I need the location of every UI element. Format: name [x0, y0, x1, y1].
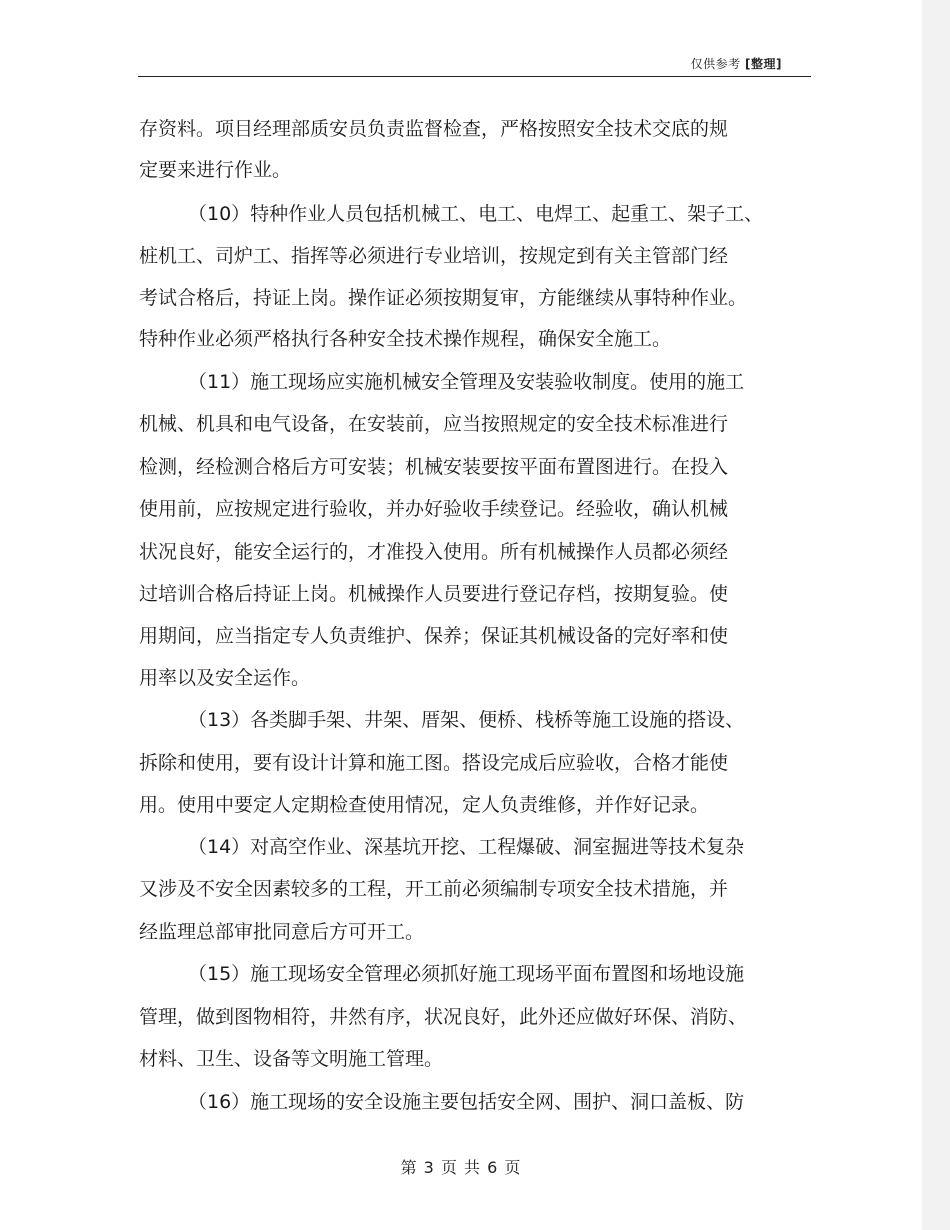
- header-label: 仅供参考: [690, 57, 741, 71]
- text-line: 桩机工、司炉工、指挥等必须进行专业培训，按规定到有关主管部门经: [139, 245, 729, 267]
- text-line: （15）施工现场安全管理必须抓好施工现场平面布置图和场地设施: [188, 963, 745, 985]
- text-line: 用率以及安全运作。: [139, 667, 311, 689]
- text-line: 定要来进行作业。: [139, 159, 292, 181]
- text-line: 存资料。项目经理部质安员负责监督检查，严格按照安全技术交底的规: [139, 118, 729, 140]
- text-line: 使用前，应按规定进行验收，并办好验收手续登记。经验收，确认机械: [139, 498, 729, 520]
- text-line: 考试合格后，持证上岗。操作证必须按期复审，方能继续从事特种作业。: [139, 287, 748, 309]
- text-line: 检测，经检测合格后方可安装；机械安装要按平面布置图进行。在投入: [139, 456, 729, 478]
- text-line: 用期间，应当指定专人负责维护、保养；保证其机械设备的完好率和使: [139, 625, 729, 647]
- text-line: （14）对高空作业、深基坑开挖、工程爆破、洞室掘进等技术复杂: [188, 836, 745, 858]
- text-line: 拆除和使用，要有设计计算和施工图。搭设完成后应验收，合格才能使: [139, 752, 729, 774]
- header-divider: [138, 76, 811, 77]
- page-footer: 第 3 页 共 6 页: [400, 1158, 522, 1177]
- text-line: （13）各类脚手架、井架、厝架、便桥、栈桥等施工设施的搭设、: [188, 709, 745, 731]
- text-line: 特种作业必须严格执行各种安全技术操作规程，确保安全施工。: [139, 328, 672, 350]
- header-tag: [整理]: [745, 57, 782, 71]
- text-line: 材料、卫生、设备等文明施工管理。: [139, 1048, 444, 1070]
- text-line: 过培训合格后持证上岗。机械操作人员要进行登记存档，按期复验。使: [139, 583, 729, 605]
- text-line: 又涉及不安全因素较多的工程，开工前必须编制专项安全技术措施，并: [139, 878, 729, 900]
- text-line: （16）施工现场的安全设施主要包括安全网、围护、洞口盖板、防: [188, 1091, 745, 1113]
- text-line: 用。使用中要定人定期检查使用情况，定人负责维修，并作好记录。: [139, 794, 710, 816]
- text-line: 管理，做到图物相符，井然有序，状况良好，此外还应做好环保、消防、: [139, 1006, 748, 1028]
- text-line: 状况良好，能安全运行的，才准投入使用。所有机械操作人员都必须经: [139, 541, 729, 563]
- text-line: 机械、机具和电气设备，在安装前，应当按照规定的安全技术标准进行: [139, 413, 729, 435]
- text-line: （11）施工现场应实施机械安全管理及安装验收制度。使用的施工: [188, 371, 745, 393]
- page-header: [691, 55, 782, 72]
- text-line: （10）特种作业人员包括机械工、电工、电焊工、起重工、架子工、: [188, 203, 764, 225]
- text-line: 经监理总部审批同意后方可开工。: [139, 921, 425, 943]
